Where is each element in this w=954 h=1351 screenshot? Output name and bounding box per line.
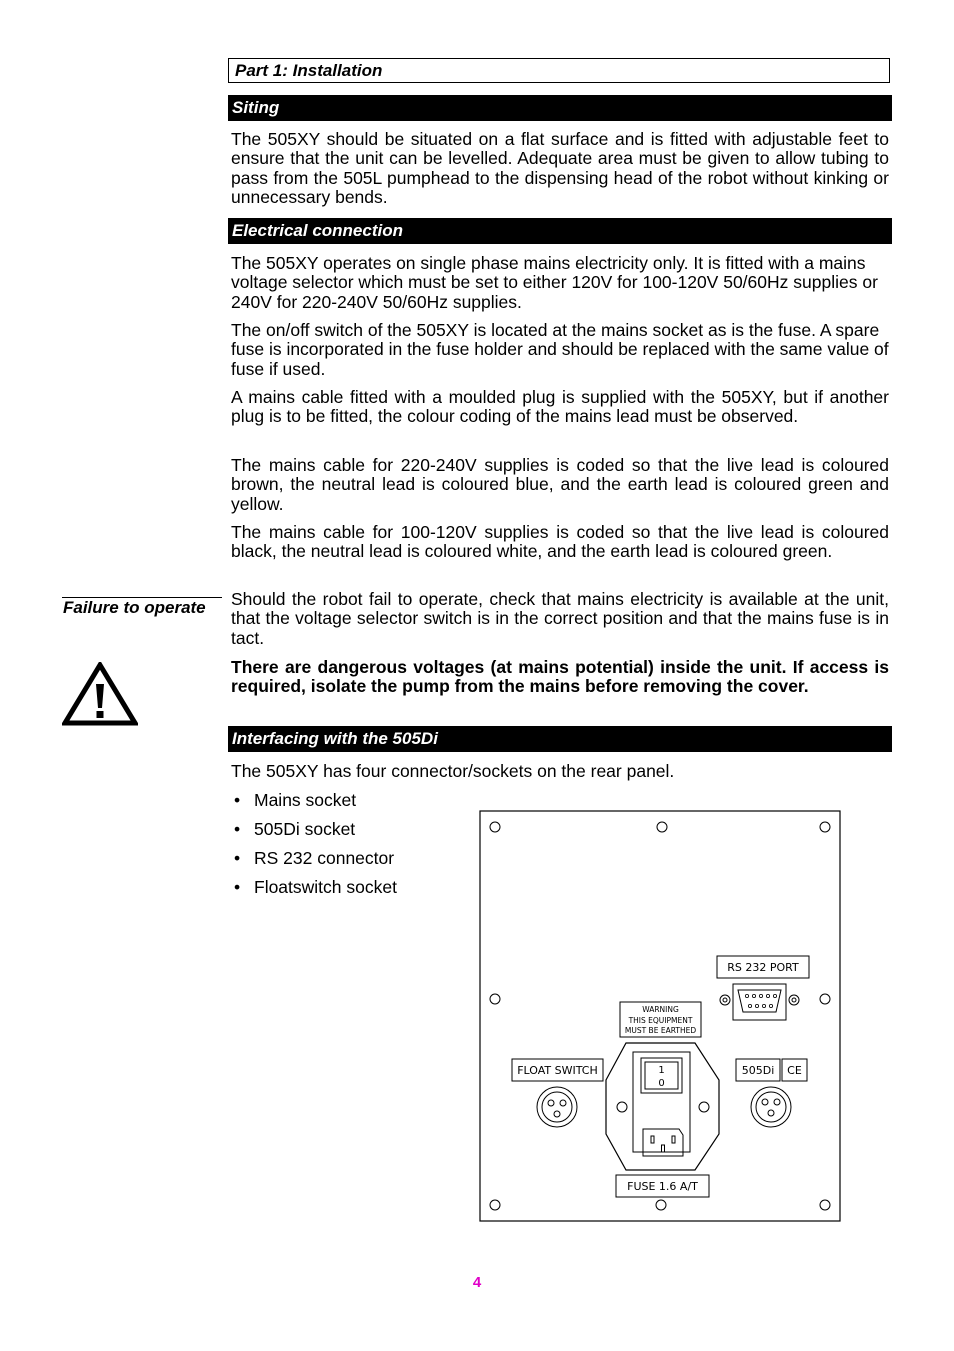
part-title: Part 1: Installation bbox=[228, 58, 890, 83]
fuse-label: FUSE 1.6 A/T bbox=[627, 1180, 698, 1193]
505di-label: 505Di bbox=[741, 1064, 775, 1077]
section-heading-interfacing: Interfacing with the 505Di bbox=[228, 726, 892, 752]
interfacing-intro: The 505XY has four connector/sockets on the rear panel. bbox=[231, 761, 675, 781]
siting-text: The 505XY should be situated on a flat surface and is fitted with adjustable feet to ensure that the unit can be levelled. Adequate area must be given to allow tubing to pass from the 505L pumphead to the dispensing head of the robot without kinking or unnecessary bends. bbox=[231, 129, 889, 208]
list-item: • 505Di socket bbox=[234, 819, 356, 839]
danger-warning-text: There are dangerous voltages (at mains potential) inside the unit. If access is required, isolate the pump from the mains before removing the cover. bbox=[231, 657, 889, 697]
failure-paragraph: Should the robot fail to operate, check that mains electricity is available at the unit, that the voltage selector switch is in the correct position and that the mains fuse is in tact. bbox=[231, 589, 889, 648]
connector-list bbox=[231, 788, 397, 904]
section-heading-electrical: Electrical connection bbox=[228, 218, 892, 244]
float-switch-label: FLOAT SWITCH bbox=[517, 1064, 598, 1077]
failure-to-operate-label: Failure to operate bbox=[63, 598, 206, 617]
electrical-paragraph-4: The mains cable for 220-240V supplies is coded so that the live lead is coloured brown, the neutral lead is coloured blue, and the earth lead is coloured green and yellow. bbox=[231, 455, 889, 514]
svg-text:THIS EQUIPMENT: THIS EQUIPMENT bbox=[628, 1016, 693, 1025]
electrical-paragraph-1: The 505XY operates on single phase mains electricity only. It is fitted with a mains voltage selector which must be set to either 120V for 100-120V 50/60Hz supplies or 240V for 220-240V 50/60Hz supplies. bbox=[231, 253, 878, 312]
svg-text:MUST BE EARTHED: MUST BE EARTHED bbox=[624, 1026, 697, 1035]
section-heading-siting: Siting bbox=[228, 95, 892, 121]
electrical-paragraph-2: The on/off switch of the 505XY is located at the mains socket as is the fuse. A spare fuse is incorporated in the fuse holder and should be replaced with the same value of fuse if used. bbox=[231, 320, 889, 379]
svg-text:0: 0 bbox=[658, 1078, 665, 1089]
svg-text:WARNING: WARNING bbox=[642, 1005, 679, 1014]
list-item: • RS 232 connector bbox=[234, 848, 395, 868]
page-number: 4 bbox=[472, 1274, 482, 1291]
list-item: • Mains socket bbox=[234, 790, 357, 810]
list-item: • Floatswitch socket bbox=[234, 877, 397, 897]
rear-panel-diagram bbox=[479, 810, 842, 1223]
svg-text:1: 1 bbox=[658, 1065, 665, 1076]
ce-mark: CE bbox=[787, 1064, 802, 1077]
electrical-paragraph-3: A mains cable fitted with a moulded plug is supplied with the 505XY, but if another plug is to be fitted, the colour coding of the mains lead must be observed. bbox=[231, 387, 889, 427]
electrical-paragraph-5: The mains cable for 100-120V supplies is coded so that the live lead is coloured black, the neutral lead is coloured white, and the earth lead is coloured green. bbox=[231, 522, 889, 562]
warning-triangle-icon bbox=[62, 662, 138, 726]
rs232-label: RS 232 PORT bbox=[727, 961, 799, 974]
